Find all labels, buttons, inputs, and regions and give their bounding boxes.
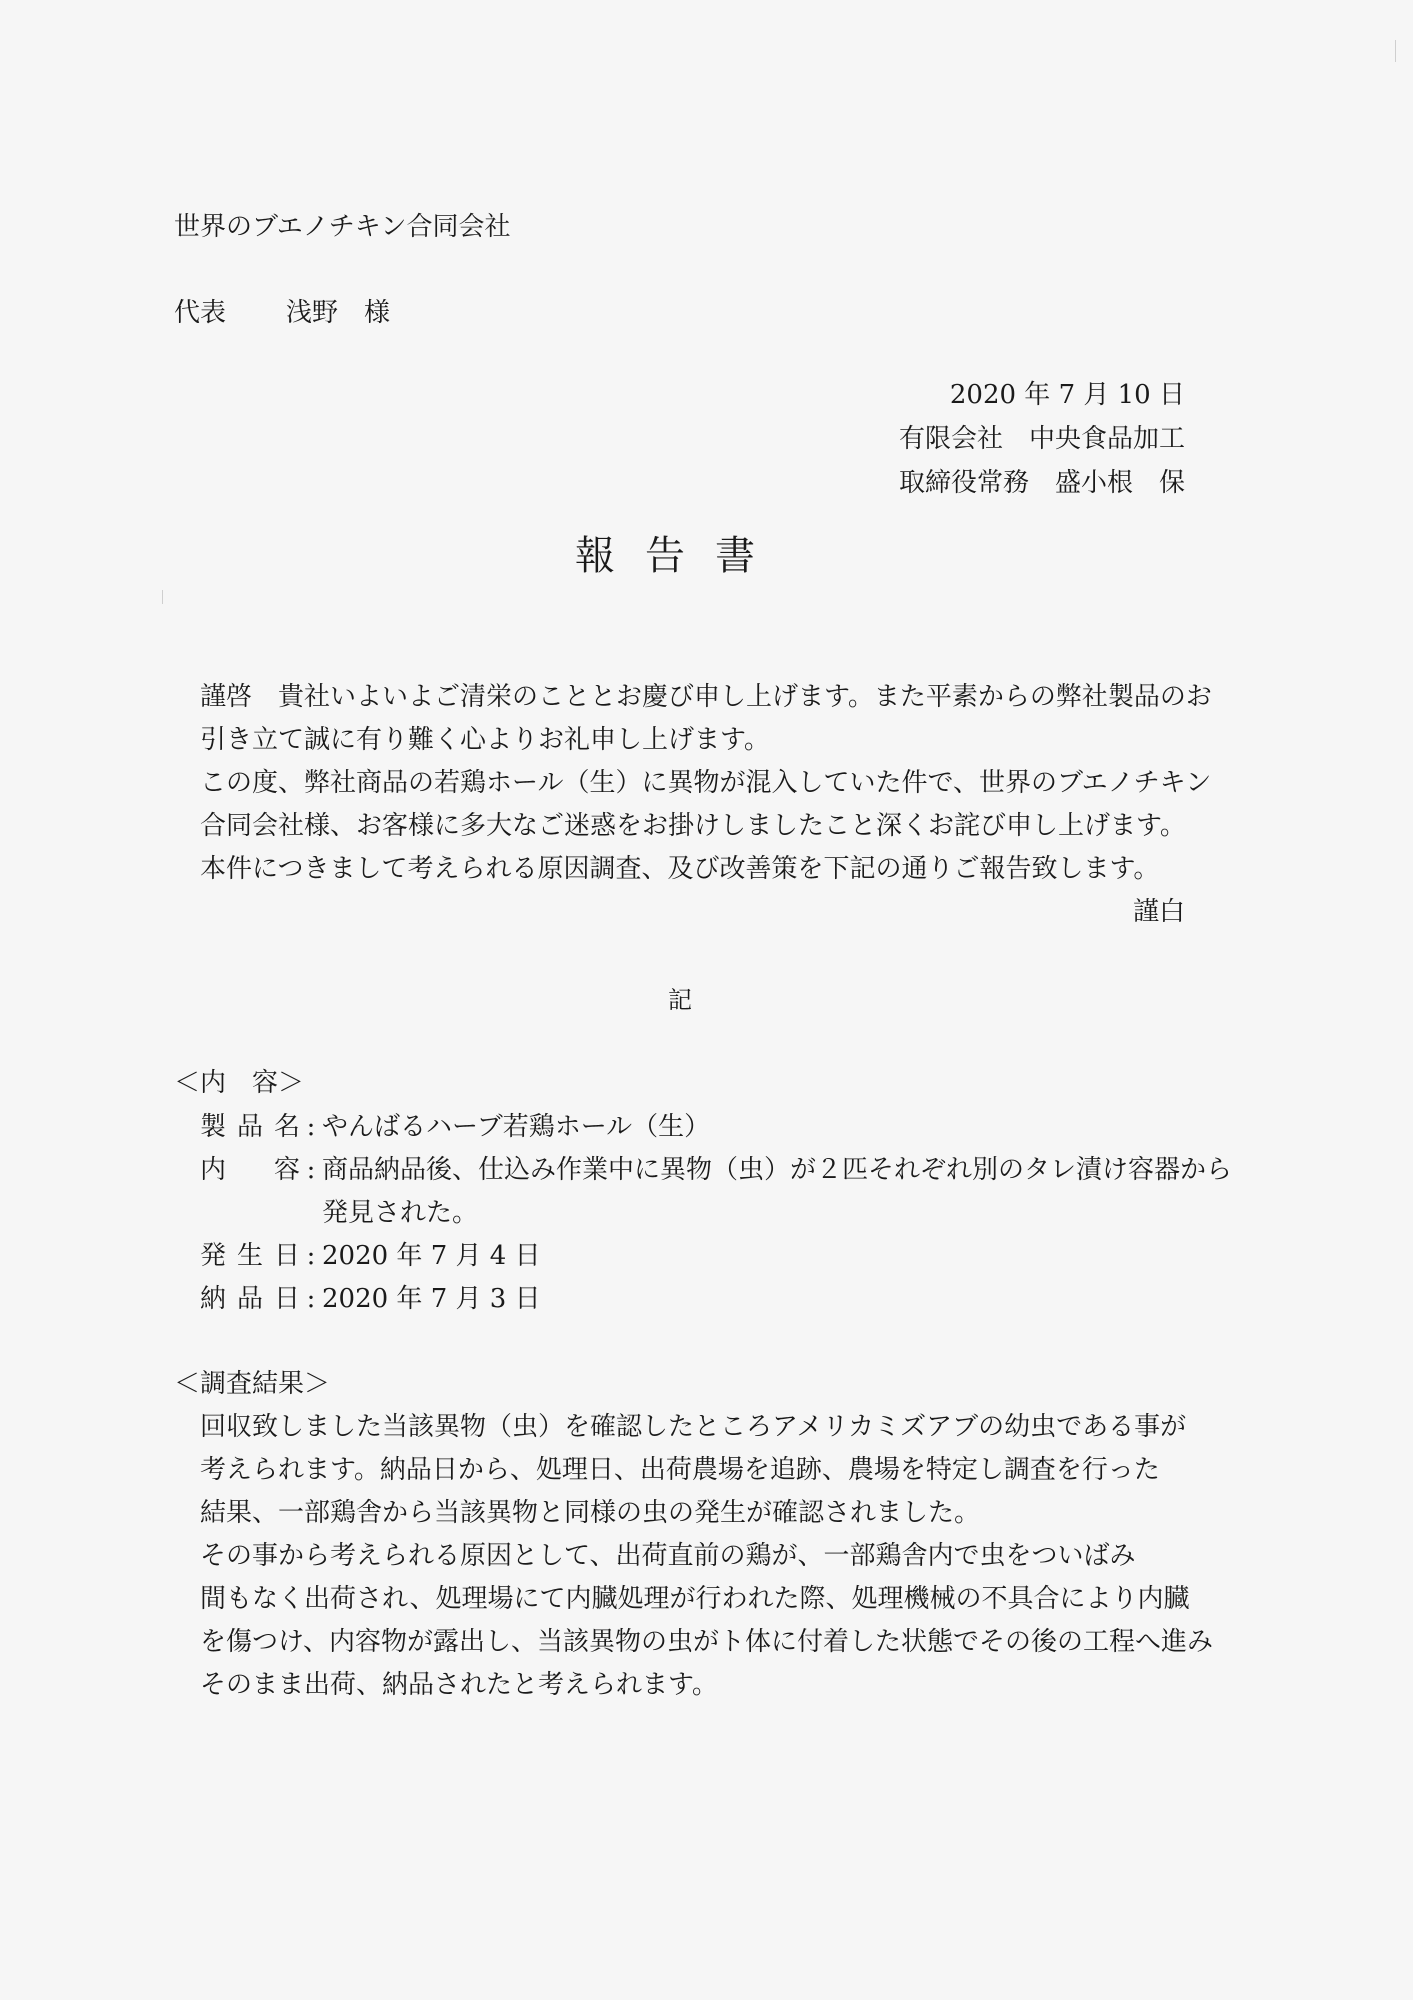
content-label: 納品日 (200, 1284, 300, 1314)
colon: : (306, 1112, 316, 1142)
content-row-detail (200, 1153, 1232, 1187)
greeting-line: 合同会社様、お客様に多大なご迷惑をお掛けしましたこと深くお詫び申し上げます。 (200, 811, 1186, 841)
sender-company: 有限会社 中央食品加工 (898, 424, 1185, 454)
investigation-line: を傷つけ、内容物が露出し、当該異物の虫がト体に付着した状態でその後の工程へ進み (200, 1627, 1213, 1657)
recipient-name: 浅野 様 (286, 298, 391, 328)
content-row-detail-cont (200, 1196, 478, 1230)
colon: : (306, 1241, 316, 1271)
investigation-line: 間もなく出荷され、処理場にて内臓処理が行われた際、処理機械の不具合により内臓 (200, 1584, 1190, 1614)
content-label: 発生日 (200, 1241, 300, 1271)
content-label: 製品名 (200, 1112, 300, 1142)
colon: : (306, 1284, 316, 1314)
scan-mark (1395, 40, 1396, 62)
colon: : (306, 1155, 316, 1185)
content-value: 発見された。 (322, 1198, 479, 1228)
content-heading: ＜内 容＞ (174, 1068, 305, 1098)
content-row-product (200, 1110, 710, 1144)
scan-mark (162, 590, 163, 604)
greeting-line: 謹啓 貴社いよいよご清栄のこととお慶び申し上げます。また平素からの弊社製品のお (200, 682, 1212, 712)
content-value: やんばるハーブ若鶏ホール（生） (322, 1112, 711, 1142)
investigation-heading: ＜調査結果＞ (174, 1369, 331, 1399)
greeting-line: この度、弊社商品の若鶏ホール（生）に異物が混入していた件で、世界のブエノチキン (200, 768, 1212, 798)
greeting-line: 本件につきまして考えられる原因調査、及び改善策を下記の通りご報告致します。 (200, 854, 1160, 884)
investigation-line: その事から考えられる原因として、出荷直前の鶏が、一部鶏舎内で虫をついばみ (200, 1541, 1136, 1571)
recipient-line (174, 296, 390, 330)
ki-marker: 記 (668, 986, 692, 1014)
report-date: 2020 年 7 月 10 日 (949, 380, 1185, 410)
investigation-line: 回収致しました当該異物（虫）を確認したところアメリカミズアブの幼虫である事が (200, 1412, 1187, 1442)
recipient-title: 代表 (174, 298, 227, 328)
recipient-company: 世界のブエノチキン合同会社 (174, 212, 511, 242)
greeting-line: 引き立て誠に有り難く心よりお礼申し上げます。 (200, 725, 770, 755)
investigation-line: 考えられます。納品日から、処理日、出荷農場を追跡、農場を特定し調査を行った (200, 1455, 1160, 1485)
content-row-delivery (200, 1282, 541, 1316)
document-title: 報告書 (575, 533, 785, 579)
greeting-closing: 謹白 (1132, 897, 1185, 927)
content-value: 2020 年 7 月 3 日 (322, 1284, 541, 1314)
content-value: 商品納品後、仕込み作業中に異物（虫）が２匹それぞれ別のタレ漬け容器から (322, 1155, 1233, 1185)
content-value: 2020 年 7 月 4 日 (322, 1241, 541, 1271)
investigation-line: そのまま出荷、納品されたと考えられます。 (200, 1670, 718, 1700)
sender-person: 取締役常務 盛小根 保 (898, 468, 1185, 498)
investigation-line: 結果、一部鶏舎から当該異物と同様の虫の発生が確認されました。 (200, 1498, 981, 1528)
content-row-occurrence (200, 1239, 541, 1273)
content-label: 内 容 (200, 1155, 300, 1185)
